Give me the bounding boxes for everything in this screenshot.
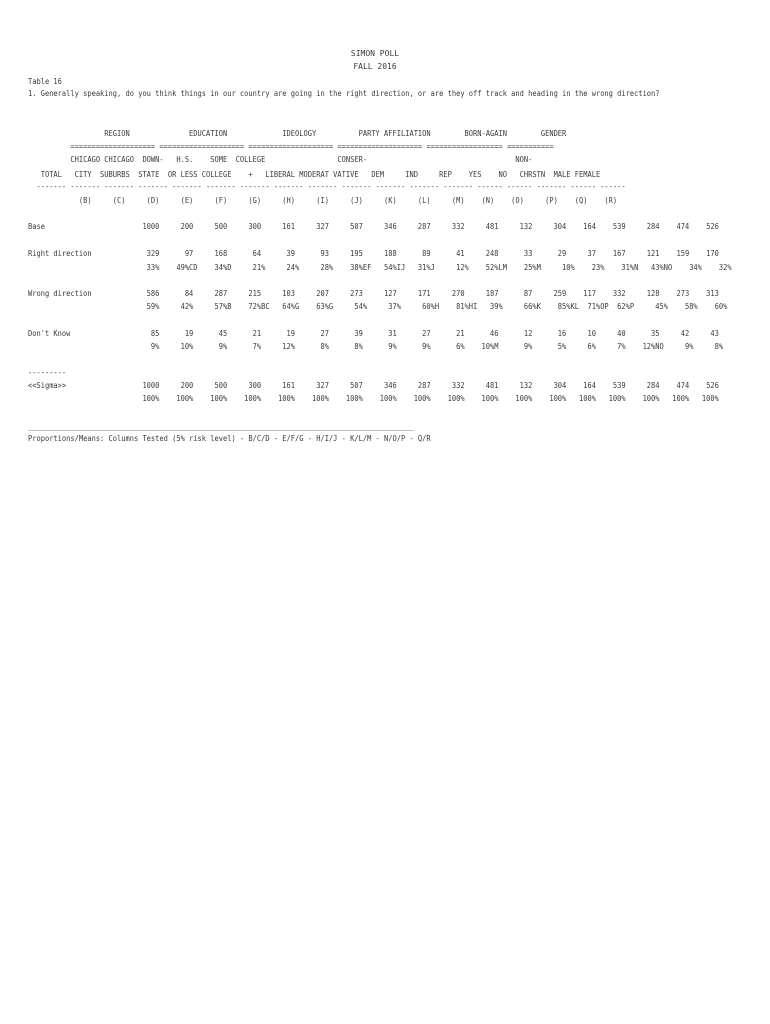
report-subtitle: FALL 2016 xyxy=(353,62,397,71)
report-title: SIMON POLL xyxy=(350,49,400,58)
question-text: 1. Generally speaking, do you think things in our country are going in the right direction, or are they off track and heading in the wrong direction? xyxy=(28,89,660,98)
banner-equals-rule: ==================== ==================== ==================== ==================== ================== =========== xyxy=(28,142,554,151)
table-row-right-direction-pcts: 33% 49%CD 34%D 21% 24% 28% 38%EF 54%IJ 31%J 12% 52%LM 25%M 10% 23% 31%N 43%NO 34% 32% xyxy=(28,263,732,272)
sigma-separator: --------- xyxy=(28,368,67,377)
table-row-sigma-pcts: 100% 100% 100% 100% 100% 100% 100% 100% 100% 100% 100% 100% 100% 100% 100% 100% 100% 100% xyxy=(28,394,719,403)
significance-footnote: Proportions/Means: Columns Tested (5% risk level) - B/C/D - E/F/G - H/I/J - K/L/M - N/O/P - Q/R xyxy=(28,434,431,443)
table-label: Table 16 xyxy=(28,77,62,86)
table-row-wrong-direction-pcts: 59% 42% 57%B 72%BC 64%G 63%G 54% 37% 60%H 81%HI 39% 66%K 85%KL 71%OP 62%P 45% 58% 60% xyxy=(28,302,728,311)
column-letters: (B) (C) (D) (E) (F) (G) (H) (I) (J) (K) (L) (M) (N) (O) (P) (Q) (R) xyxy=(28,196,618,205)
footer-underscore-rule: ___________________________________________________________________________________________ xyxy=(28,422,414,431)
column-dash-rule: ------- ------- ------- ------- ------- ------- ------- ------- ------- ------- ------- ------- ------- ------ ------ ------- ------ ------ xyxy=(28,182,626,191)
banner-group-headers: REGION EDUCATION IDEOLOGY PARTY AFFILIATION BORN-AGAIN GENDER xyxy=(28,129,567,138)
table-row-sigma-counts: <<Sigma>> 1000 200 500 300 161 327 507 346 287 332 481 132 304 164 539 284 474 526 xyxy=(28,381,719,390)
table-row-wrong-direction-counts: Wrong direction 586 84 287 215 103 207 273 127 171 270 187 87 259 117 332 128 273 313 xyxy=(28,289,719,298)
column-headers-line-2: TOTAL CITY SUBURBS STATE OR LESS COLLEGE + LIBERAL MODERAT VATIVE DEM IND REP YES NO CHRSTN MALE FEMALE xyxy=(28,170,601,179)
column-headers-line-1: CHICAGO CHICAGO DOWN- H.S. SOME COLLEGE CONSER- NON- xyxy=(28,155,533,164)
table-row-dont-know-counts: Don't Know 85 19 45 21 19 27 39 31 27 21 46 12 16 10 40 35 42 43 xyxy=(28,329,719,338)
table-row-dont-know-pcts: 9% 10% 9% 7% 12% 8% 8% 9% 9% 6% 10%M 9% 5% 6% 7% 12%NO 9% 8% xyxy=(28,342,724,351)
table-row-right-direction-counts: Right direction 329 97 168 64 39 93 195 188 89 41 248 33 29 37 167 121 159 170 xyxy=(28,249,719,258)
table-row-base: Base 1000 200 500 300 161 327 507 346 287 332 481 132 304 164 539 284 474 526 xyxy=(28,222,719,231)
